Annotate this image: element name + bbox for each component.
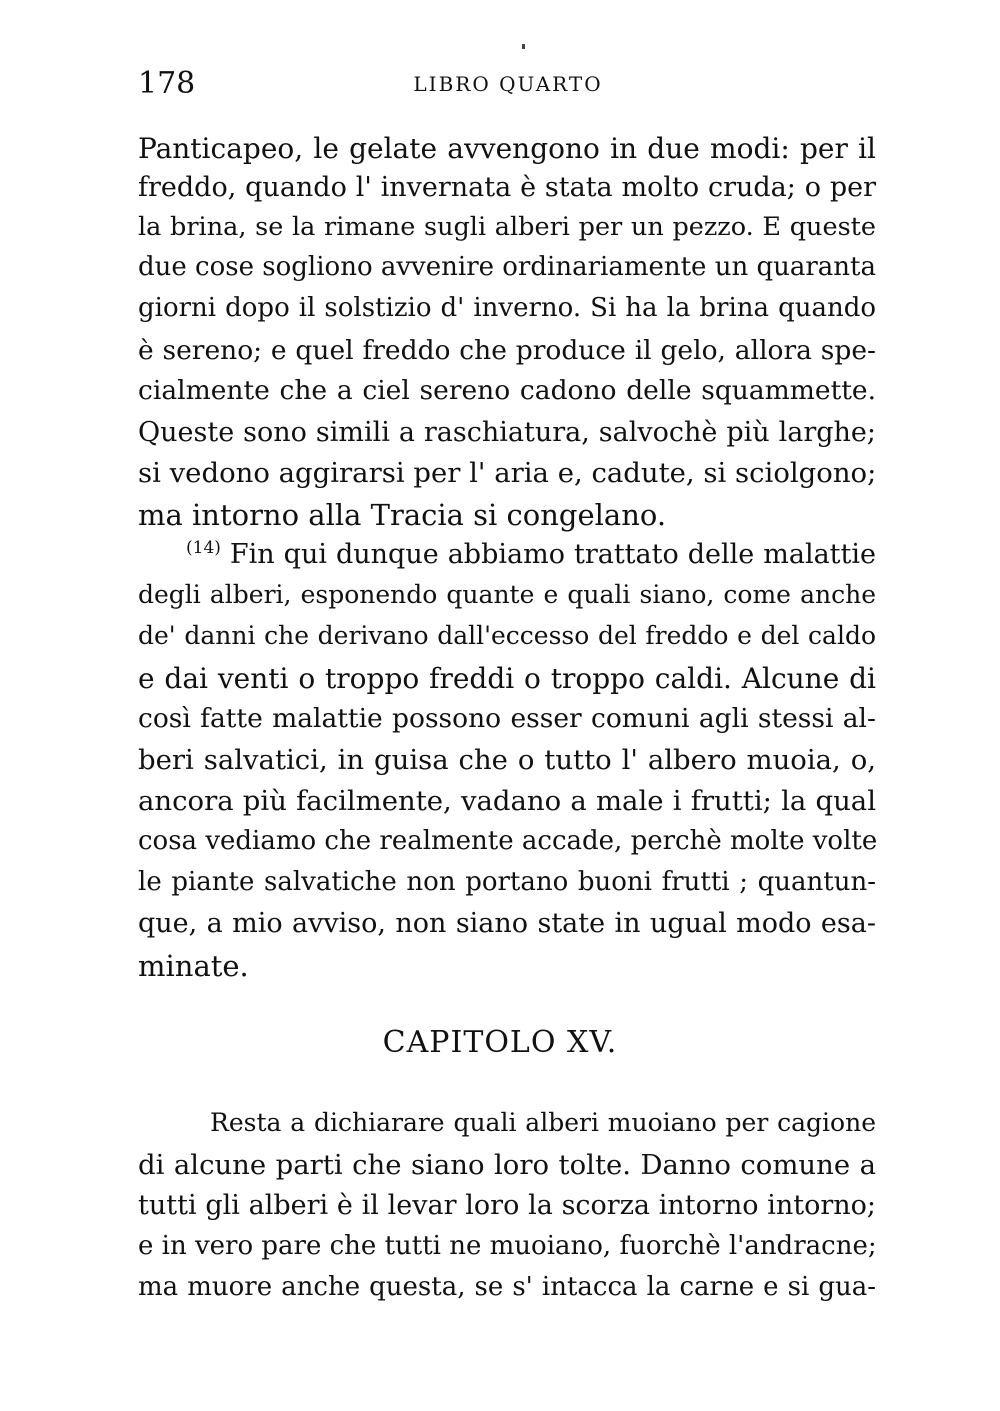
text-span: Fin qui dunque abbiamo trattato delle malattie: [229, 539, 876, 570]
text-line: la brina, se la rimane sugli alberi per un pezzo. E queste: [138, 212, 876, 242]
chapter-title: CAPITOLO XV.: [382, 1025, 618, 1060]
text-line: ma muore anche questa, se s' intacca la carne e si gua-: [138, 1272, 876, 1302]
text-line: è sereno; e quel freddo che produce il gelo, allora spe-: [138, 335, 876, 366]
text-line: e dai venti o troppo freddi o troppo caldi. Alcune di: [138, 662, 876, 695]
print-speck: [522, 44, 525, 49]
text-line: ancora più facilmente, vadano a male i frutti; la qual: [138, 785, 876, 817]
text-line: freddo, quando l' invernata è stata molto cruda; o per: [138, 172, 876, 203]
text-line: Queste sono simili a raschiatura, salvochè più larghe;: [138, 417, 876, 448]
text-line: [186, 538, 876, 578]
text-line: degli alberi, esponendo quante e quali siano, come anche: [138, 580, 876, 609]
text-line: beri salvatici, in guisa che o tutto l' albero muoia, o,: [138, 744, 876, 776]
text-line: così fatte malattie possono esser comuni agli stessi al-: [138, 703, 876, 734]
text-line: le piante salvatiche non portano buoni frutti ; quantun-: [138, 867, 876, 897]
running-title: LIBRO QUARTO: [413, 72, 603, 96]
text-line: giorni dopo il solstizio d' inverno. Si ha la brina quando: [138, 293, 876, 323]
text-line: ma intorno alla Tracia si congelano.: [138, 498, 667, 532]
page-number: 178: [138, 66, 196, 101]
text-line: e in vero pare che tutti ne muoiano, fuorchè l'andracne;: [138, 1231, 877, 1261]
text-line: cosa vediamo che realmente accade, perchè molte volte: [138, 826, 878, 856]
text-line: cialmente che a ciel sereno cadono delle squammette.: [138, 375, 876, 406]
text-line: tutti gli alberi è il levar loro la scorza intorno intorno;: [138, 1190, 876, 1221]
note-marker: (14): [186, 538, 221, 558]
running-head: [138, 66, 878, 106]
text-line: Panticapeo, le gelate avvengono in due modi: per il: [138, 132, 876, 165]
text-line: minate.: [138, 949, 249, 983]
text-line: Resta a dichiarare quali alberi muoiano per cagione: [210, 1108, 876, 1137]
text-line: di alcune parti che siano loro tolte. Danno comune a: [138, 1149, 876, 1181]
text-line: de' danni che derivano dall'eccesso del freddo e del caldo: [138, 621, 876, 650]
text-line: que, a mio avviso, non siano state in ugual modo esa-: [138, 908, 876, 939]
text-line: si vedono aggirarsi per l' aria e, cadute, si sciolgono;: [138, 457, 877, 489]
text-line: due cose sogliono avvenire ordinariamente un quaranta: [138, 252, 876, 282]
